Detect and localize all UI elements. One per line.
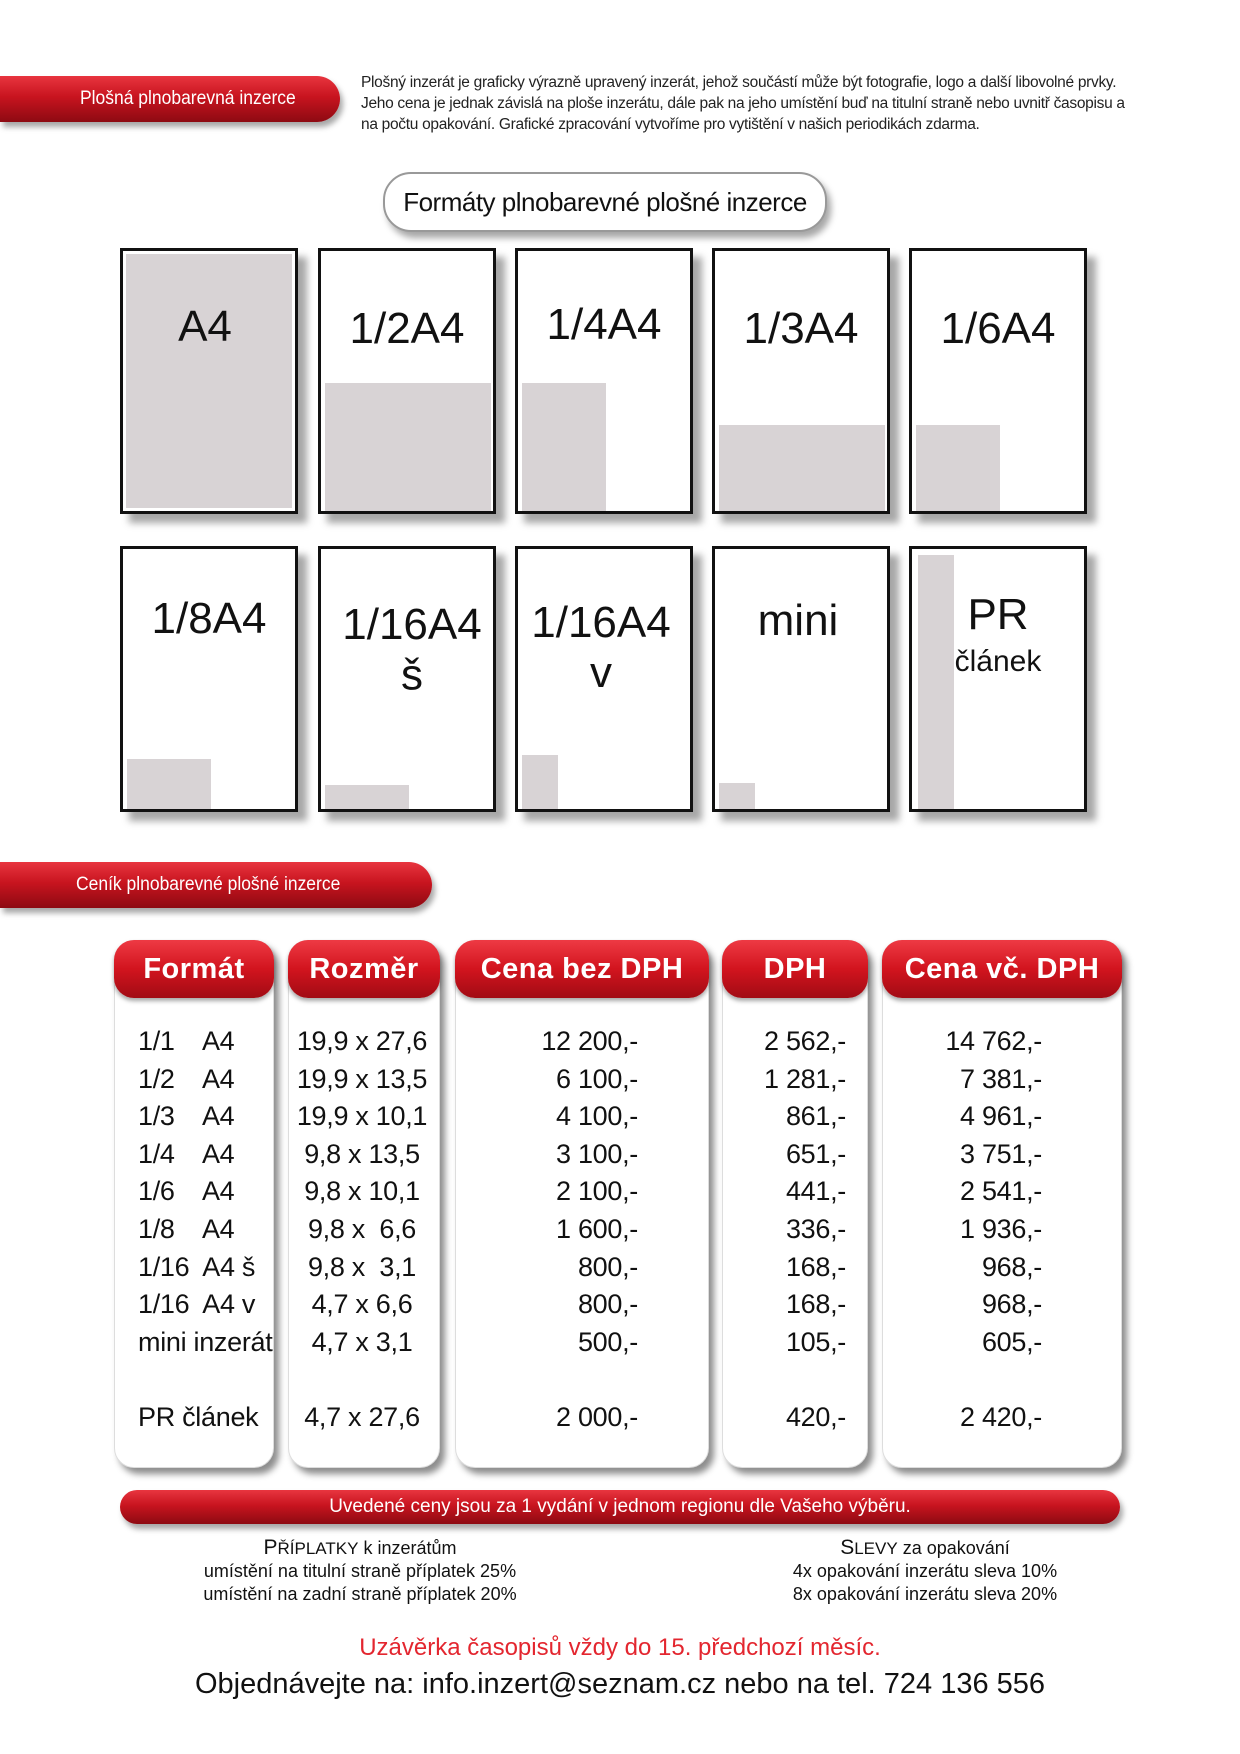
cell-size: 19,9 x 27,6	[296, 1026, 428, 1056]
cell-price: 3 100,-	[556, 1138, 638, 1169]
cell-format: 1/3 A4	[138, 1101, 235, 1132]
header-price: Cena bez DPH	[455, 940, 709, 998]
cell-price: 12 200,-	[541, 1026, 638, 1056]
format-card-label: 1/16A4	[531, 598, 671, 647]
cell-total: 3 751,-	[960, 1138, 1042, 1169]
cell-format: 1/6 A4	[138, 1176, 235, 1207]
ad-area	[325, 785, 409, 809]
format-card-a4	[120, 248, 298, 514]
cell-total: 14 762,-	[945, 1026, 1042, 1056]
formats-title: Formáty plnobarevné plošné inzerce	[383, 172, 827, 232]
surcharges-title-rest: k inzerátům	[358, 1538, 457, 1558]
cell-size: 9,8 x 6,6	[307, 1214, 417, 1244]
cell-total: 605,-	[981, 1326, 1042, 1357]
discount-line: 8x opakování inzerátu sleva 20%	[792, 1584, 1058, 1604]
contact-line: Objednávejte na: info.inzert@seznam.cz nebo na tel. 724 136 556	[194, 1668, 1046, 1700]
surcharges-title	[170, 1536, 550, 1560]
format-card-label: 1/6A4	[940, 304, 1056, 353]
format-card-label: 1/16A4	[342, 600, 482, 649]
intro-line: Plošný inzerát je graficky výrazně upravený inzerát, jehož součástí může být fotografie, logo a další libovolné prvky.	[361, 74, 1117, 91]
cell-vat: 168,-	[785, 1251, 846, 1282]
cell-price: 1 600,-	[556, 1214, 638, 1244]
section-ribbon-flat-ads	[0, 76, 340, 122]
cell-format: 1/16 A4 v	[138, 1289, 256, 1320]
discounts-title-caps: LEVY	[854, 1539, 898, 1558]
cell-price: 800,-	[577, 1289, 638, 1320]
format-card-sixteenth-wide	[318, 546, 496, 812]
cell-vat: 336,-	[785, 1214, 846, 1244]
cell-size: 9,8 x 10,1	[304, 1176, 420, 1207]
format-card-label: 1/2A4	[349, 304, 465, 353]
surcharges-title-initial: P	[263, 1536, 278, 1559]
header-total: Cena vč. DPH	[882, 940, 1122, 998]
surcharges-title-caps: ŘÍPLATKY	[277, 1539, 359, 1558]
cell-total: 2 541,-	[960, 1176, 1042, 1207]
cell-format: 1/1 A4	[138, 1026, 235, 1056]
cell-vat: 861,-	[785, 1101, 846, 1132]
format-card-pr	[909, 546, 1087, 812]
ad-area	[325, 383, 491, 511]
section-ribbon-pricing	[0, 862, 432, 908]
format-card-third	[712, 248, 890, 514]
cell-format: 1/8 A4	[138, 1214, 235, 1244]
cell-size: 4,7 x 6,6	[311, 1289, 413, 1320]
cell-price: 4 100,-	[556, 1101, 638, 1132]
header-size: Rozměr	[288, 940, 440, 998]
intro-text	[361, 72, 1181, 135]
cell-size: 4,7 x 3,1	[311, 1326, 413, 1357]
cell-vat: 168,-	[785, 1289, 846, 1320]
format-card-label: 1/4A4	[546, 300, 662, 349]
ad-area	[719, 425, 885, 511]
ad-area	[522, 383, 606, 511]
surcharge-line: umístění na zadní straně příplatek 20%	[203, 1584, 517, 1604]
cell-format: 1/16 A4 š	[138, 1251, 256, 1282]
surcharge-line: umístění na titulní straně příplatek 25%	[203, 1561, 517, 1581]
cell-size: 9,8 x 3,1	[307, 1251, 417, 1282]
section-ribbon-label: Plošná plnobarevná inzerce	[80, 88, 296, 109]
cell-price: 2 000,-	[556, 1402, 638, 1432]
cell-vat: 2 562,-	[764, 1026, 846, 1056]
cell-vat: 651,-	[785, 1138, 846, 1169]
cell-total: 4 961,-	[960, 1101, 1042, 1132]
cell-price: 2 100,-	[556, 1176, 638, 1207]
intro-line: na počtu opakování. Grafické zpracování vytvoříme pro vytištění v našich periodikách zdarma.	[361, 116, 980, 133]
cell-size: 19,9 x 13,5	[296, 1063, 428, 1094]
cell-total: 968,-	[981, 1251, 1042, 1282]
format-card-sublabel: š	[401, 650, 423, 699]
format-card-sixteenth-tall	[515, 546, 693, 812]
cell-size: 9,8 x 13,5	[304, 1138, 420, 1169]
cell-total: 7 381,-	[960, 1063, 1042, 1094]
cell-vat: 420,-	[785, 1402, 846, 1432]
section-ribbon-label: Ceník plnobarevné plošné inzerce	[76, 874, 341, 895]
ad-area	[916, 425, 1000, 511]
ad-area	[127, 759, 211, 809]
cell-size: 19,9 x 10,1	[296, 1101, 428, 1132]
ad-area	[719, 783, 755, 809]
header-vat: DPH	[722, 940, 868, 998]
discounts	[735, 1536, 1115, 1606]
cell-format: 1/4 A4	[138, 1138, 235, 1169]
discount-line: 4x opakování inzerátu sleva 10%	[792, 1561, 1058, 1581]
intro-line: Jeho cena je jednak závislá na ploše inzerátu, dále pak na jeho umístění buď na titulní straně nebo uvnitř časopisu a	[361, 95, 1125, 112]
ad-area	[522, 755, 558, 809]
format-card-sublabel: v	[590, 648, 612, 697]
cell-format: PR článek	[138, 1402, 259, 1432]
cell-vat: 105,-	[785, 1326, 846, 1357]
cell-format: 1/2 A4	[138, 1063, 235, 1094]
cell-vat: 1 281,-	[764, 1063, 846, 1094]
price-note: Uvedené ceny jsou za 1 vydání v jednom regionu dle Vašeho výběru.	[120, 1490, 1120, 1524]
format-card-label: 1/3A4	[743, 304, 859, 353]
format-card-label: PR	[967, 590, 1029, 639]
cell-price: 800,-	[577, 1251, 638, 1282]
discounts-title-rest: za opakování	[897, 1538, 1010, 1558]
cell-total: 1 936,-	[960, 1214, 1042, 1244]
cell-vat: 441,-	[785, 1176, 846, 1207]
format-card-sublabel: článek	[954, 645, 1042, 678]
cell-total: 968,-	[981, 1289, 1042, 1320]
format-card-mini	[712, 546, 890, 812]
deadline-notice: Uzávěrka časopisů vždy do 15. předchozí měsíc.	[359, 1634, 881, 1661]
format-card-label: mini	[757, 596, 839, 645]
format-card-sixth	[909, 248, 1087, 514]
cell-format: mini inzerát	[138, 1326, 273, 1357]
format-card-label: A4	[178, 302, 232, 351]
cell-size: 4,7 x 27,6	[304, 1402, 420, 1432]
format-card-quarter	[515, 248, 693, 514]
discounts-title-initial: S	[840, 1536, 855, 1559]
header-format: Formát	[114, 940, 274, 998]
cell-price: 500,-	[577, 1326, 638, 1357]
format-card-half	[318, 248, 496, 514]
format-card-label: 1/8A4	[151, 594, 267, 643]
ad-area	[126, 254, 292, 508]
cell-price: 6 100,-	[556, 1063, 638, 1094]
discounts-title	[735, 1536, 1115, 1560]
surcharges	[170, 1536, 550, 1606]
format-card-eighth	[120, 546, 298, 812]
cell-total: 2 420,-	[960, 1402, 1042, 1432]
